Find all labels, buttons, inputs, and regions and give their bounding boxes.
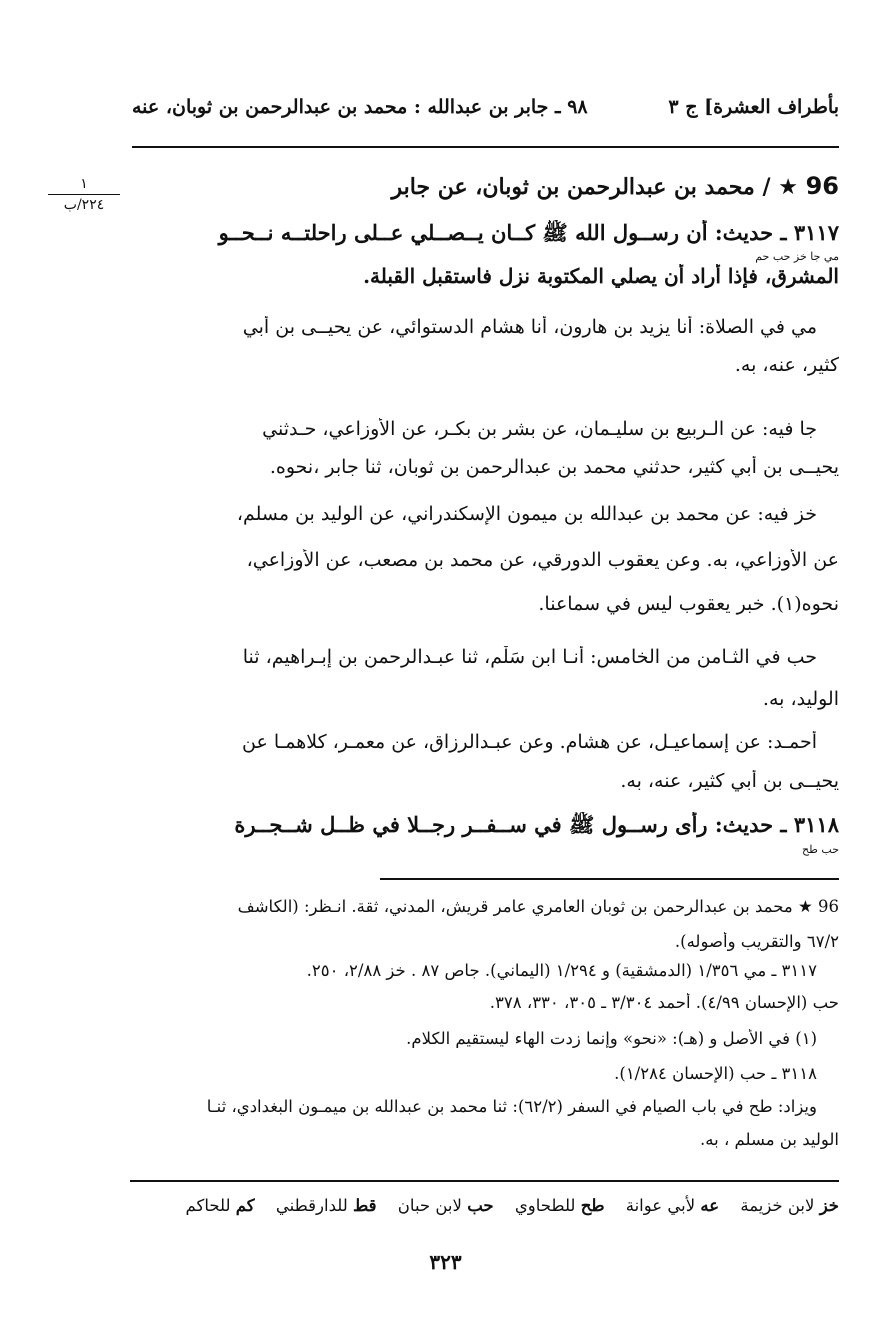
narration-ahmad-line-2: يحيــى بن أبي كثير، عنه، به. (620, 770, 839, 792)
footnote-addition-line-1: ويزاد: طح في باب الصيام في السفر (٦٢/٢): ثنا محمد بن عبدالله بن ميمـون البغدادي، ثنـا (206, 1097, 817, 1116)
legend-item: عه لأبي عوانة (625, 1196, 720, 1215)
narration-darimi-line-1: مي في الصلاة: أنا يزيد بن هارون، أنا هشام الدستوائي، عن يحيــى بن أبي (242, 316, 817, 338)
header-chapter-title: ٩٨ ـ جابر بن عبدالله : محمد بن عبدالرحمن بن ثوبان، عنه (132, 96, 588, 118)
narration-ibn-hibban-line-1: حب في الثـامن من الخامس: أنـا ابن سَلْم، ثنا عبـدالرحمن بن إبـراهيم، ثنا (242, 646, 817, 668)
footnote-narrator (130, 897, 839, 916)
chapter-heading (130, 172, 839, 200)
footnote-1: (١) في الأصل و (هـ): «نحو» وإنما زدت الهاء ليستقيم الكلام. (406, 1029, 817, 1048)
hadith-3117-sources: مي جا خز حب حم (755, 250, 839, 263)
hadith-3117-line-2: المشرق، فإذا أراد أن يصلي المكتوبة نزل فاستقبل القبلة. (363, 264, 839, 288)
hadith-3118-line-1: ٣١١٨ ـ حديث: رأى رســول ﷺ في ســفــر رجــلا في ظــل شــجــرة (234, 812, 839, 837)
folio-bottom: ٢٢٤/ب (63, 197, 105, 213)
header-rule (132, 146, 839, 148)
legend-item: كم للحاكم (185, 1196, 255, 1215)
chapter-slash: / (762, 174, 771, 200)
narration-ibn-jarud-line-2: يحيــى بن أبي كثير، حدثني محمد بن عبدالرحمن بن ثوبان، ثنا جابر ،نحوه. (269, 456, 839, 478)
narration-darimi-line-2: كثير، عنه، به. (734, 354, 839, 376)
manuscript-folio-note (44, 176, 124, 213)
legend-item: قط للدارقطني (275, 1196, 377, 1215)
footnote-rule (380, 878, 839, 880)
legend-item: حب لابن حبان (397, 1196, 494, 1215)
chapter-title: محمد بن عبدالرحمن بن ثوبان، عن جابر (391, 174, 755, 200)
narration-ibn-hibban-line-2: الوليد، به. (762, 688, 839, 710)
footnote-narrator-line-1: 96 ★ محمد بن عبدالرحمن بن ثوبان العامري عامر قريش، المدني، ثقة. انـظر: (الكاشف (237, 897, 839, 916)
star-icon: ★ (778, 175, 798, 200)
footnote-3117-line-2: حب (الإحسان ٤/٩٩). أحمد ٣/٣٠٤ ـ ٣٠٥، ٣٣٠، ٣٧٨. (489, 993, 839, 1012)
chapter-number: 96 (805, 172, 839, 200)
narration-ibn-khuzaymah-line-3: نحوه(١). خبر يعقوب ليس في سماعنا. (538, 593, 839, 615)
folio-top: ١ (80, 176, 88, 192)
legend-item: خز لابن خزيمة (740, 1196, 839, 1215)
footnote-3117-line-1: ٣١١٧ ـ مي ١/٣٥٦ (الدمشقية) و ١/٢٩٤ (اليماني). جاص ٨٧ . خز ٢/٨٨، ٢٥٠. (306, 961, 817, 980)
page-number: ٣٢٣ (429, 1250, 462, 1274)
narration-ibn-khuzaymah-line-1: خز فيه: عن محمد بن عبدالله بن ميمون الإسكندراني، عن الوليد بن مسلم، (236, 503, 817, 525)
hadith-3118-sources: حب طح (802, 843, 839, 856)
header-book-volume: بأطراف العشرة] ج ٣ (668, 96, 839, 118)
legend-rule (130, 1180, 839, 1182)
abbreviation-legend (130, 1196, 839, 1215)
legend-item: طح للطحاوي (514, 1196, 605, 1215)
running-header (132, 86, 839, 126)
narration-ahmad-line-1: أحمـد: عن إسماعيـل، عن هشام. وعن عبـدالرزاق، عن معمـر، كلاهمـا عن (242, 731, 817, 753)
hadith-3117-line-1: ٣١١٧ ـ حديث: أن رســول الله ﷺ كــان يــصــلي عــلى راحلتــه نــحــو (218, 220, 839, 245)
footnote-3118: ٣١١٨ ـ حب (الإحسان ١/٢٨٤). (614, 1064, 817, 1083)
folio-divider (48, 194, 120, 195)
narration-ibn-jarud-line-1: جا فيه: عن الـربيع بن سليـمان، عن بشر بن بكـر، عن الأوزاعي، حـدثني (262, 418, 817, 440)
footnote-addition-line-2: الوليد بن مسلم ، به. (700, 1130, 839, 1149)
narration-ibn-khuzaymah-line-2: عن الأوزاعي، به. وعن يعقوب الدورقي، عن محمد بن مصعب، عن الأوزاعي، (246, 549, 839, 571)
footnote-narrator-line-2: ٦٧/٢ والتقريب وأصوله). (674, 932, 839, 951)
